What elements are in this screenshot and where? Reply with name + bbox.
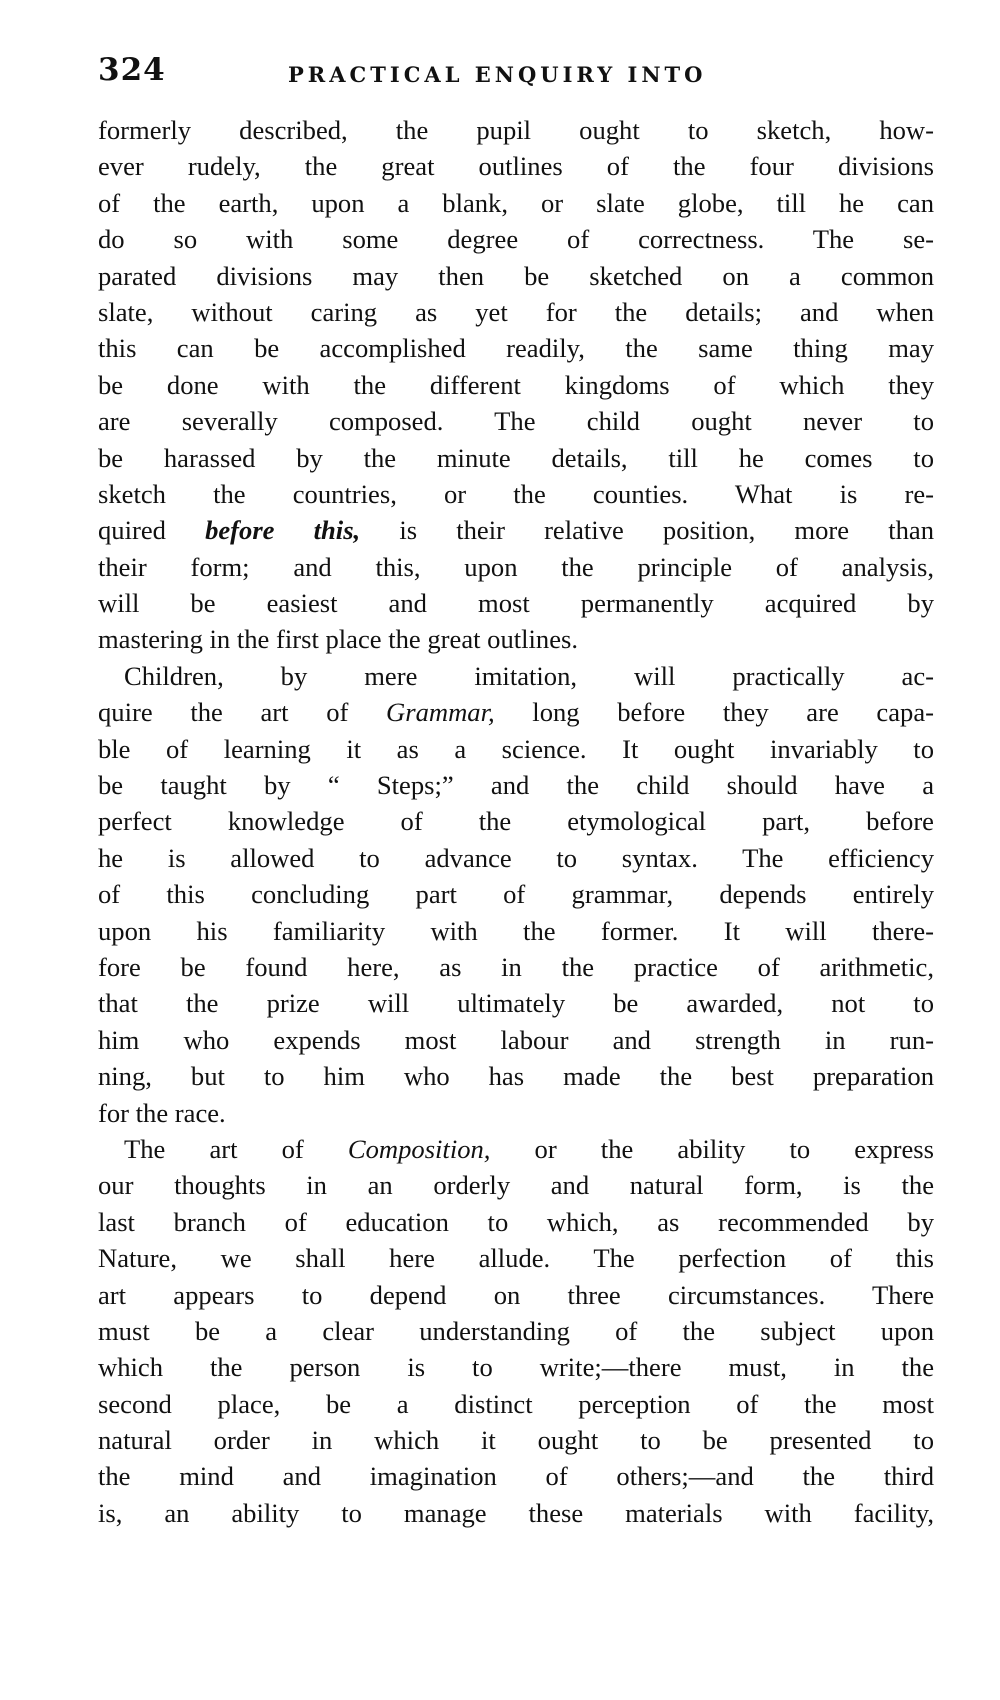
text-line — [98, 148, 934, 184]
text-run: must be a clear understanding of the subject upon — [98, 1315, 934, 1346]
text-run: art appears to depend on three circumstances. There — [98, 1279, 934, 1310]
text-run: second place, be a distinct perception of the most — [98, 1388, 934, 1419]
text-line — [98, 1349, 934, 1385]
text-line — [98, 1386, 934, 1422]
text-line — [98, 985, 934, 1021]
text-run: for the race. — [98, 1097, 226, 1128]
text-run: our thoughts in an orderly and natural form, is the — [98, 1170, 934, 1201]
text-line — [98, 1022, 934, 1058]
text-run: of the earth, upon a blank, or slate globe, till he can — [98, 187, 934, 218]
text-run: quire the art of — [98, 697, 387, 728]
text-run: The art of — [124, 1133, 348, 1164]
text-line — [98, 1495, 934, 1531]
text-run: last branch of education to which, as recommended by — [98, 1206, 934, 1237]
text-line — [98, 549, 934, 585]
text-line — [98, 767, 934, 803]
text-run: which the person is to write;—there must, in the — [98, 1352, 934, 1383]
text-run: ever rudely, the great outlines of the four divisions — [98, 151, 934, 182]
emphasis-text: Composition, — [347, 1133, 491, 1164]
body-text — [98, 112, 934, 1531]
running-head: PRACTICAL ENQUIRY INTO — [288, 62, 707, 87]
text-line — [98, 1167, 934, 1203]
text-run: he is allowed to advance to syntax. The efficiency — [98, 842, 934, 873]
text-run: be done with the different kingdoms of which they — [98, 369, 934, 400]
text-line — [98, 330, 934, 366]
text-run: quired — [98, 515, 206, 546]
paragraph-p1 — [98, 112, 934, 658]
text-line — [98, 440, 934, 476]
text-run: sketch the countries, or the counties. What is re- — [98, 478, 934, 509]
text-line — [98, 840, 934, 876]
text-run: or the ability to express — [490, 1133, 934, 1164]
text-line — [98, 258, 934, 294]
text-run: will be easiest and most permanently acquired by — [98, 588, 934, 619]
text-run: him who expends most labour and strength in run- — [98, 1024, 934, 1055]
text-line — [98, 221, 934, 257]
text-run: is their relative position, more than — [360, 515, 934, 546]
text-line — [98, 913, 934, 949]
text-run: of this concluding part of grammar, depends entirely — [98, 879, 934, 910]
text-run: the mind and imagination of others;—and the third — [98, 1461, 934, 1492]
text-line — [98, 1204, 934, 1240]
text-line — [98, 294, 934, 330]
paragraph-p2 — [98, 658, 934, 1131]
text-line — [98, 731, 934, 767]
text-run: be harassed by the minute details, till he comes to — [98, 442, 934, 473]
text-line — [98, 621, 934, 657]
text-run: formerly described, the pupil ought to sketch, how- — [98, 115, 934, 145]
text-run: ning, but to him who has made the best preparation — [98, 1061, 934, 1092]
text-line — [98, 512, 934, 548]
text-line — [98, 403, 934, 439]
text-line — [98, 185, 934, 221]
text-line — [98, 585, 934, 621]
emphasis-text: Grammar, — [386, 697, 495, 728]
text-run: ble of learning it as a science. It ought invariably to — [98, 733, 934, 764]
text-line — [98, 694, 934, 730]
text-line — [98, 112, 934, 148]
text-line — [98, 876, 934, 912]
text-run: natural order in which it ought to be presented to — [98, 1425, 934, 1456]
text-run: their form; and this, upon the principle of analysis, — [98, 551, 934, 582]
page-header — [98, 52, 928, 102]
text-run: fore be found here, as in the practice of arithmetic, — [98, 951, 934, 982]
text-line — [98, 803, 934, 839]
text-line — [98, 367, 934, 403]
text-run: Children, by mere imitation, will practically ac- — [124, 660, 934, 691]
text-run: parated divisions may then be sketched on a common — [98, 260, 934, 291]
text-run: this can be accomplished readily, the same thing may — [98, 333, 934, 364]
text-run: perfect knowledge of the etymological part, before — [98, 806, 934, 837]
page-number: 324 — [98, 52, 166, 88]
paragraph-p3 — [98, 1131, 934, 1531]
text-run: upon his familiarity with the former. It will there- — [98, 915, 934, 946]
text-line — [98, 1313, 934, 1349]
text-run: mastering in the first place the great outlines. — [98, 624, 579, 655]
text-line — [98, 949, 934, 985]
text-line — [98, 1240, 934, 1276]
emphasis-text: before this, — [205, 515, 361, 546]
text-line — [98, 1131, 934, 1167]
text-run: Nature, we shall here allude. The perfection of this — [98, 1243, 934, 1274]
text-line — [98, 1058, 934, 1094]
text-line — [98, 476, 934, 512]
text-run: are severally composed. The child ought never to — [98, 406, 934, 437]
text-run: be taught by “ Steps;” and the child should have a — [98, 770, 934, 801]
text-line — [98, 1458, 934, 1494]
text-run: is, an ability to manage these materials with facility, — [98, 1497, 934, 1528]
text-line — [98, 1095, 934, 1131]
text-run: slate, without caring as yet for the details; and when — [98, 296, 934, 327]
text-run: long before they are capa- — [494, 697, 935, 728]
text-line — [98, 1422, 934, 1458]
text-line — [98, 1277, 934, 1313]
text-run: do so with some degree of correctness. The se- — [98, 224, 934, 255]
text-line — [98, 658, 934, 694]
text-run: that the prize will ultimately be awarded, not to — [98, 988, 934, 1019]
